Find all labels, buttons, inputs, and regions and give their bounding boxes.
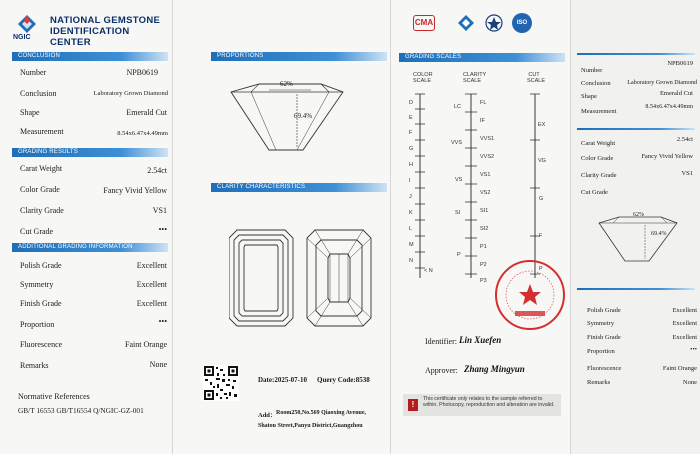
summary-polish-label: Polish Grade xyxy=(587,307,621,314)
number-label: Number xyxy=(20,68,47,77)
proportion-diagram xyxy=(221,80,351,158)
summary-symmetry-label: Symmetry xyxy=(587,320,615,327)
official-seal-icon xyxy=(493,258,567,332)
identifier-signature: Lin Xuefen xyxy=(459,335,502,345)
carat-value: 2.54ct xyxy=(147,166,167,175)
color-grade: M xyxy=(409,242,414,248)
address-label: Add： xyxy=(258,412,277,419)
measurement-label: Measurement xyxy=(20,127,64,136)
summary-proportion-label: Proportion xyxy=(587,348,615,355)
clarity-grade: SI2 xyxy=(480,226,489,232)
cut-grade: VG xyxy=(538,158,546,164)
clarity-grade: VS1 xyxy=(480,172,491,178)
summary-carat-value: 2.54ct xyxy=(676,136,693,143)
clarity-characteristics-header: CLARITY CHARACTERISTICS xyxy=(211,183,387,192)
color-value: Fancy Vivid Yellow xyxy=(103,186,167,195)
color-grade: E xyxy=(409,115,413,121)
polish-label: Polish Grade xyxy=(20,261,62,270)
cut-scale-title: CUT SCALE xyxy=(527,72,546,84)
clarity-label: Clarity Grade xyxy=(20,206,64,215)
notice-text: This certificate only relates to the sample referred to within. Photocopy, reproduction and alteration are invalid. xyxy=(423,396,555,408)
summary-color-value: Fancy Vivid Yellow xyxy=(641,153,693,160)
summary-bar-low xyxy=(577,288,695,290)
summary-cut-label: Cut Grade xyxy=(581,189,608,196)
cut-grade: F xyxy=(539,233,543,239)
clarity-grade: P3 xyxy=(480,278,487,284)
summary-clarity-label: Clarity Grade xyxy=(581,172,617,179)
summary-bar-mid xyxy=(577,128,695,130)
color-grade: < N xyxy=(424,268,433,274)
clarity-grade: VVS1 xyxy=(480,136,495,142)
additional-header: ADDITIONAL GRADING INFORMATION xyxy=(12,243,168,252)
cut-grade: G xyxy=(539,196,544,202)
proportion-value: ••• xyxy=(158,317,167,326)
summary-number-label: Number xyxy=(581,67,603,74)
cut-value: ••• xyxy=(158,225,167,234)
summary-bar-top xyxy=(577,53,695,55)
summary-conclusion-value: Laboratory Grown Diamond xyxy=(627,80,697,86)
remarks-label: Remarks xyxy=(20,361,49,370)
clarity-grade: P2 xyxy=(480,262,487,268)
clarity-grade: SI1 xyxy=(480,208,489,214)
number-value: NPB0619 xyxy=(126,68,158,77)
clarity-group: SI xyxy=(455,210,461,216)
query-code: Query Code:8538 xyxy=(317,376,370,384)
accreditation-badge-icon xyxy=(485,14,503,32)
summary-clarity-value: VS1 xyxy=(681,170,693,177)
shape-label: Shape xyxy=(20,108,40,117)
clarity-plot-diagram xyxy=(229,228,377,328)
clarity-value: VS1 xyxy=(152,206,167,215)
summary-remarks-label: Remarks xyxy=(587,379,611,386)
color-grade: I xyxy=(409,178,411,184)
summary-fluorescence-value: Faint Orange xyxy=(662,365,697,372)
issue-date: Date:2025-07-10 xyxy=(258,376,307,384)
address-line1: Room250,No.569 Qiaoxing Avenue, xyxy=(276,410,367,416)
summary-proportion-diagram xyxy=(593,215,683,265)
iso-badge: ISO xyxy=(512,13,532,33)
clarity-group: LC xyxy=(454,104,462,110)
color-label: Color Grade xyxy=(20,185,60,194)
left-panel xyxy=(0,0,172,454)
color-grade: H xyxy=(409,162,413,168)
carat-label: Carat Weight xyxy=(20,164,63,173)
table-percent: 62% xyxy=(280,80,293,88)
normative-refs: GB/T 16553 GB/T16554 Q/NGIC-GZ-001 xyxy=(18,406,144,415)
fluorescence-label: Fluorescence xyxy=(20,340,63,349)
notice-box xyxy=(403,394,561,416)
summary-table-percent: 62% xyxy=(633,212,644,218)
clarity-group: VS xyxy=(455,177,463,183)
summary-proportion-value: ••• xyxy=(690,346,697,353)
color-grade: J xyxy=(409,194,412,200)
summary-shape-value: Emerald Cut xyxy=(659,90,693,97)
proportion-label: Proportion xyxy=(20,320,55,329)
polish-value: Excellent xyxy=(136,261,167,270)
color-grade: N xyxy=(409,258,413,264)
measurement-value: 8.54x6.47x4.49mm xyxy=(117,130,168,137)
qr-code-icon xyxy=(203,365,239,401)
cma-badge: CMA xyxy=(413,15,435,31)
clarity-grade: VVS2 xyxy=(480,154,495,160)
summary-polish-value: Excellent xyxy=(672,307,697,314)
summary-depth-percent: 69.4% xyxy=(651,231,667,237)
conclusion-header: CONCLUSION xyxy=(12,52,168,61)
ngic-logo-icon xyxy=(17,14,37,34)
clarity-scale-title: CLARITY SCALE xyxy=(463,72,487,84)
normative-label: Normative References xyxy=(18,392,90,401)
proportions-header: PROPORTIONS xyxy=(211,52,387,61)
fluorescence-value: Faint Orange xyxy=(125,340,167,349)
grading-scales-header: GRADING SCALES xyxy=(399,53,565,62)
summary-shape-label: Shape xyxy=(581,93,597,100)
summary-panel xyxy=(570,0,700,454)
summary-conclusion-label: Conclusion xyxy=(581,80,611,87)
color-grade: G xyxy=(409,146,414,152)
summary-symmetry-value: Excellent xyxy=(672,320,697,327)
clarity-grade: FL xyxy=(480,100,487,106)
org-name-line2: IDENTIFICATION CENTER xyxy=(50,26,130,48)
summary-color-label: Color Grade xyxy=(581,155,614,162)
middle-panel xyxy=(172,0,391,454)
summary-measurement-label: Measurement xyxy=(581,108,617,115)
clarity-grade: P1 xyxy=(480,244,487,250)
conclusion-label: Conclusion xyxy=(20,89,57,98)
clarity-grade: IF xyxy=(480,118,485,124)
color-grade: K xyxy=(409,210,413,216)
org-abbr: NGIC xyxy=(13,34,31,41)
warning-icon: ! xyxy=(408,399,418,411)
color-grade: F xyxy=(409,130,413,136)
grading-scales-panel xyxy=(390,0,571,454)
depth-percent: 69.4% xyxy=(294,112,313,120)
cut-grade: P xyxy=(539,266,543,272)
address-line2: Shatou Street,Panyu District,Guangzhou xyxy=(258,423,363,429)
remarks-value: None xyxy=(149,360,167,369)
finish-value: Excellent xyxy=(136,299,167,308)
color-scale-title: COLOR SCALE xyxy=(413,72,433,84)
cut-grade: EX xyxy=(538,122,546,128)
color-grade: L xyxy=(409,226,413,232)
approver-signature: Zhang Mingyun xyxy=(464,364,525,374)
summary-remarks-value: None xyxy=(682,379,697,386)
clarity-grade: VS2 xyxy=(480,190,491,196)
approver-label: Approver: xyxy=(425,366,458,375)
cut-label: Cut Grade xyxy=(20,227,54,236)
grading-results-header: GRADING RESULTS xyxy=(12,148,168,157)
finish-label: Finish Grade xyxy=(20,299,62,308)
clarity-group: VVS xyxy=(451,140,463,146)
symmetry-value: Excellent xyxy=(136,280,167,289)
org-name-line1: NATIONAL GEMSTONE xyxy=(50,15,161,26)
shape-value: Emerald Cut xyxy=(126,108,167,117)
summary-fluorescence-label: Fluorescence xyxy=(587,365,622,372)
diamond-badge-icon xyxy=(457,14,475,32)
summary-number-value: NPB0619 xyxy=(667,60,693,67)
color-grade: D xyxy=(409,100,413,106)
clarity-group: P xyxy=(457,252,461,258)
symmetry-label: Symmetry xyxy=(20,280,54,289)
summary-finish-label: Finish Grade xyxy=(587,334,621,341)
summary-measurement-value: 8.54x6.47x4.49mm xyxy=(645,104,693,110)
conclusion-value: Laboratory Grown Diamond xyxy=(93,90,168,97)
identifier-label: Identifier: xyxy=(425,337,457,346)
summary-finish-value: Excellent xyxy=(672,334,697,341)
summary-carat-label: Carat Weight xyxy=(581,140,616,147)
